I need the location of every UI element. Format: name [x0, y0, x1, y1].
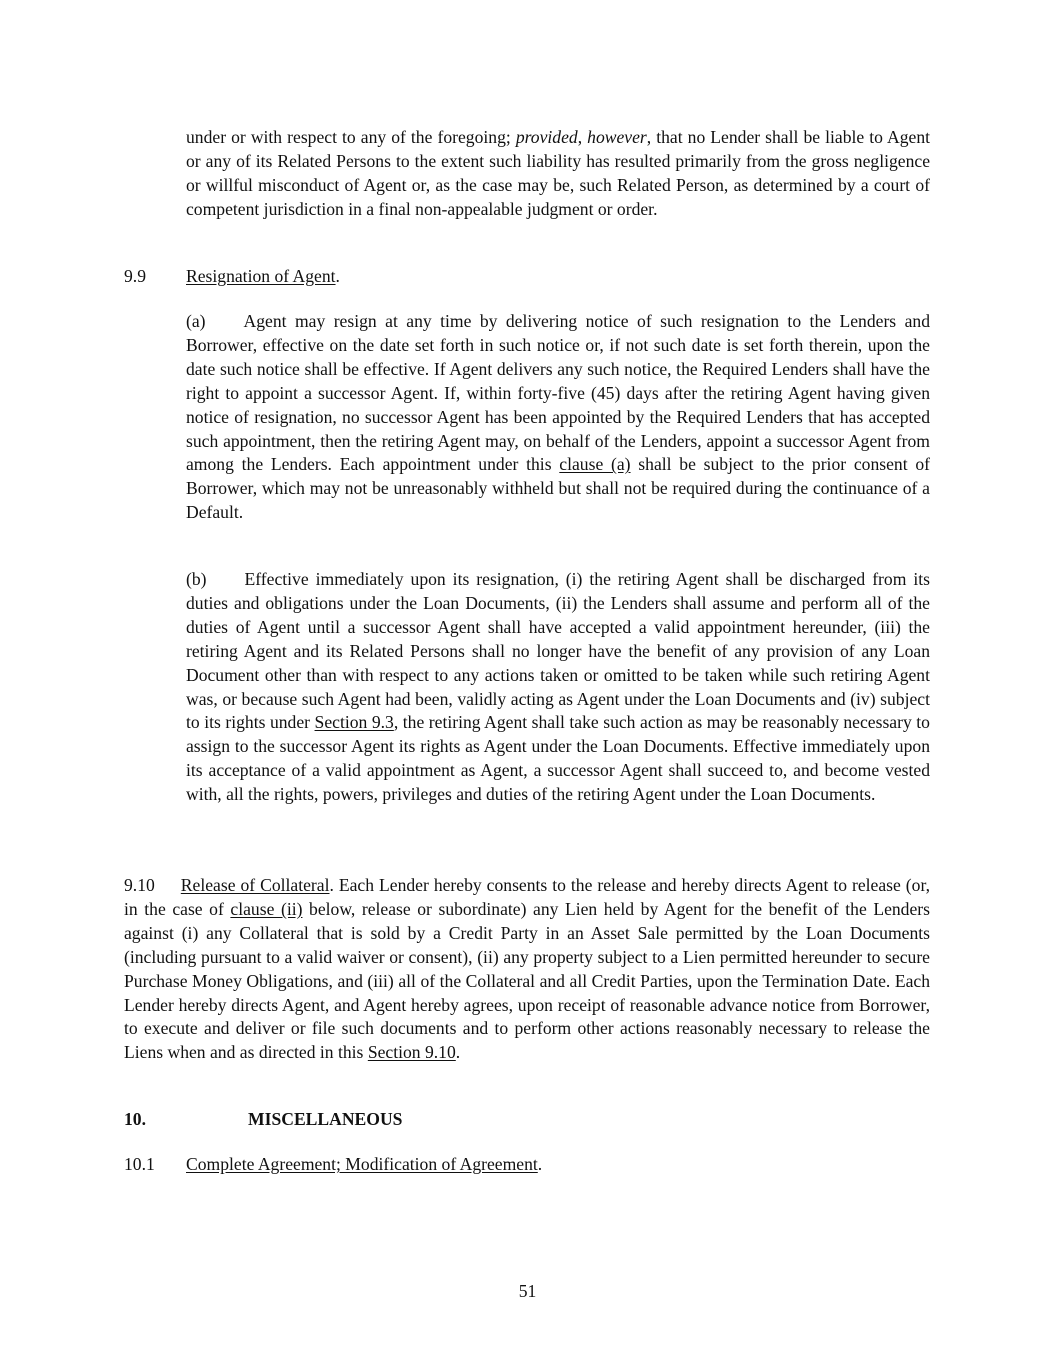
- cross-reference: Section 9.3: [314, 712, 394, 733]
- section-title: Resignation of Agent: [186, 266, 336, 286]
- body-text: . Each Lender hereby consents to the release and hereby directs Agent to release (or, in the case of: [124, 875, 930, 919]
- clause-label: (a): [186, 311, 206, 331]
- cross-reference: clause (a): [559, 454, 631, 475]
- body-text: Effective immediately upon its resignation, (i) the retiring Agent shall be discharged from its duties and obligations under the Loan Documents, (ii) the Lenders shall assume and perform all of the duties of Agent until a successor Agent shall have accepted a valid appointment hereunder, (iii) the retiring Agent and its Related Persons shall no longer have the benefit of any provision of any Loan Document other than with respect to any actions taken or omitted to be taken while such retiring Agent was, or because such Agent had been, validly acting as Agent under the Loan Documents and (iv) subject to its rights under: [186, 569, 930, 733]
- section-number: 10.1: [124, 1154, 155, 1174]
- body-text: , the retiring Agent shall take such action as may be reasonably necessary to assign to the successor Agent its rights as Agent under the Loan Documents. Effective immediately upon its acceptance of a valid appointment as Agent, a successor Agent shall succeed to, and become vested with, all the rights, powers, privileges and duties of the retiring Agent under the Loan Documents.: [186, 712, 930, 805]
- body-text: below, release or subordinate) any Lien held by Agent for the benefit of the Lenders against (i) any Collateral that is sold by a Credit Party in an Asset Sale permitted by the Loan Documents (including pursuant to a valid waiver or consent), (ii) any property subject to a Lien permitted hereunder to secure Purchase Money Obligations, and (iii) all of the Collateral and all Credit Parties, upon the Termination Date. Each Lender hereby directs Agent, and Agent hereby agrees, upon receipt of reasonable advance notice from Borrower, to execute and deliver or file such documents and to perform other actions reasonably necessary to release the Liens when and as directed in this: [124, 898, 930, 1063]
- section-title: Complete Agreement; Modification of Agreement: [186, 1154, 538, 1174]
- body-text: , that no Lender shall be liable to Agent or any of its Related Persons to the extent such liability has resulted primarily from the gross negligence or willful misconduct of Agent or, as the case may be, such Related Person, as determined by a court of competent jurisdiction in a final non-appealable judgment or order.: [186, 127, 930, 219]
- paragraph-continuation: [186, 126, 930, 222]
- section-number: 9.9: [124, 266, 146, 286]
- emphasis-text: however: [587, 127, 647, 147]
- page-number: 51: [518, 1281, 537, 1301]
- section-10-number: 10.: [124, 1109, 146, 1129]
- section-9-9-heading: 9.9 Resignation of Agent.: [0, 265, 1055, 289]
- section-10-1-heading: 10.1 Complete Agreement; Modification of Agreement.: [0, 1153, 1055, 1177]
- paragraph-9-9-a: [186, 310, 930, 525]
- emphasis-text: provided: [515, 127, 578, 147]
- section-10-title: MISCELLANEOUS: [248, 1109, 403, 1129]
- body-text: Agent may resign at any time by delivering notice of such resignation to the Lenders and Borrower, effective on the date set forth in such notice or, if not such date is set forth therein, upon the date such notice shall be effective. If Agent delivers any such notice, the Required Lenders shall have the right to appoint a successor Agent. If, within forty-five (45) days after the retiring Agent having given notice of resignation, no successor Agent has been appointed by the Required Lenders that has accepted such appointment, then the retiring Agent may, on behalf of the Lenders, appoint a successor Agent from among the Lenders. Each appointment under this: [186, 311, 930, 475]
- paragraph-9-9-b: [186, 568, 930, 807]
- body-text: ,: [577, 127, 588, 147]
- section-number: 9.10: [124, 875, 155, 895]
- cross-reference: Section 9.10: [367, 1042, 456, 1063]
- body-text: shall be subject to the prior consent of Borrower, which may not be unreasonably withheld but shall not be required during the continuance of a Default.: [186, 454, 931, 523]
- section-9-10-paragraph: [124, 874, 930, 1065]
- body-text: .: [455, 1042, 461, 1063]
- body-text: under or with respect to any of the foregoing;: [186, 127, 516, 147]
- cross-reference: clause (ii): [230, 898, 303, 919]
- cross-reference: Release of Collateral: [180, 875, 330, 895]
- clause-label: (b): [186, 569, 207, 589]
